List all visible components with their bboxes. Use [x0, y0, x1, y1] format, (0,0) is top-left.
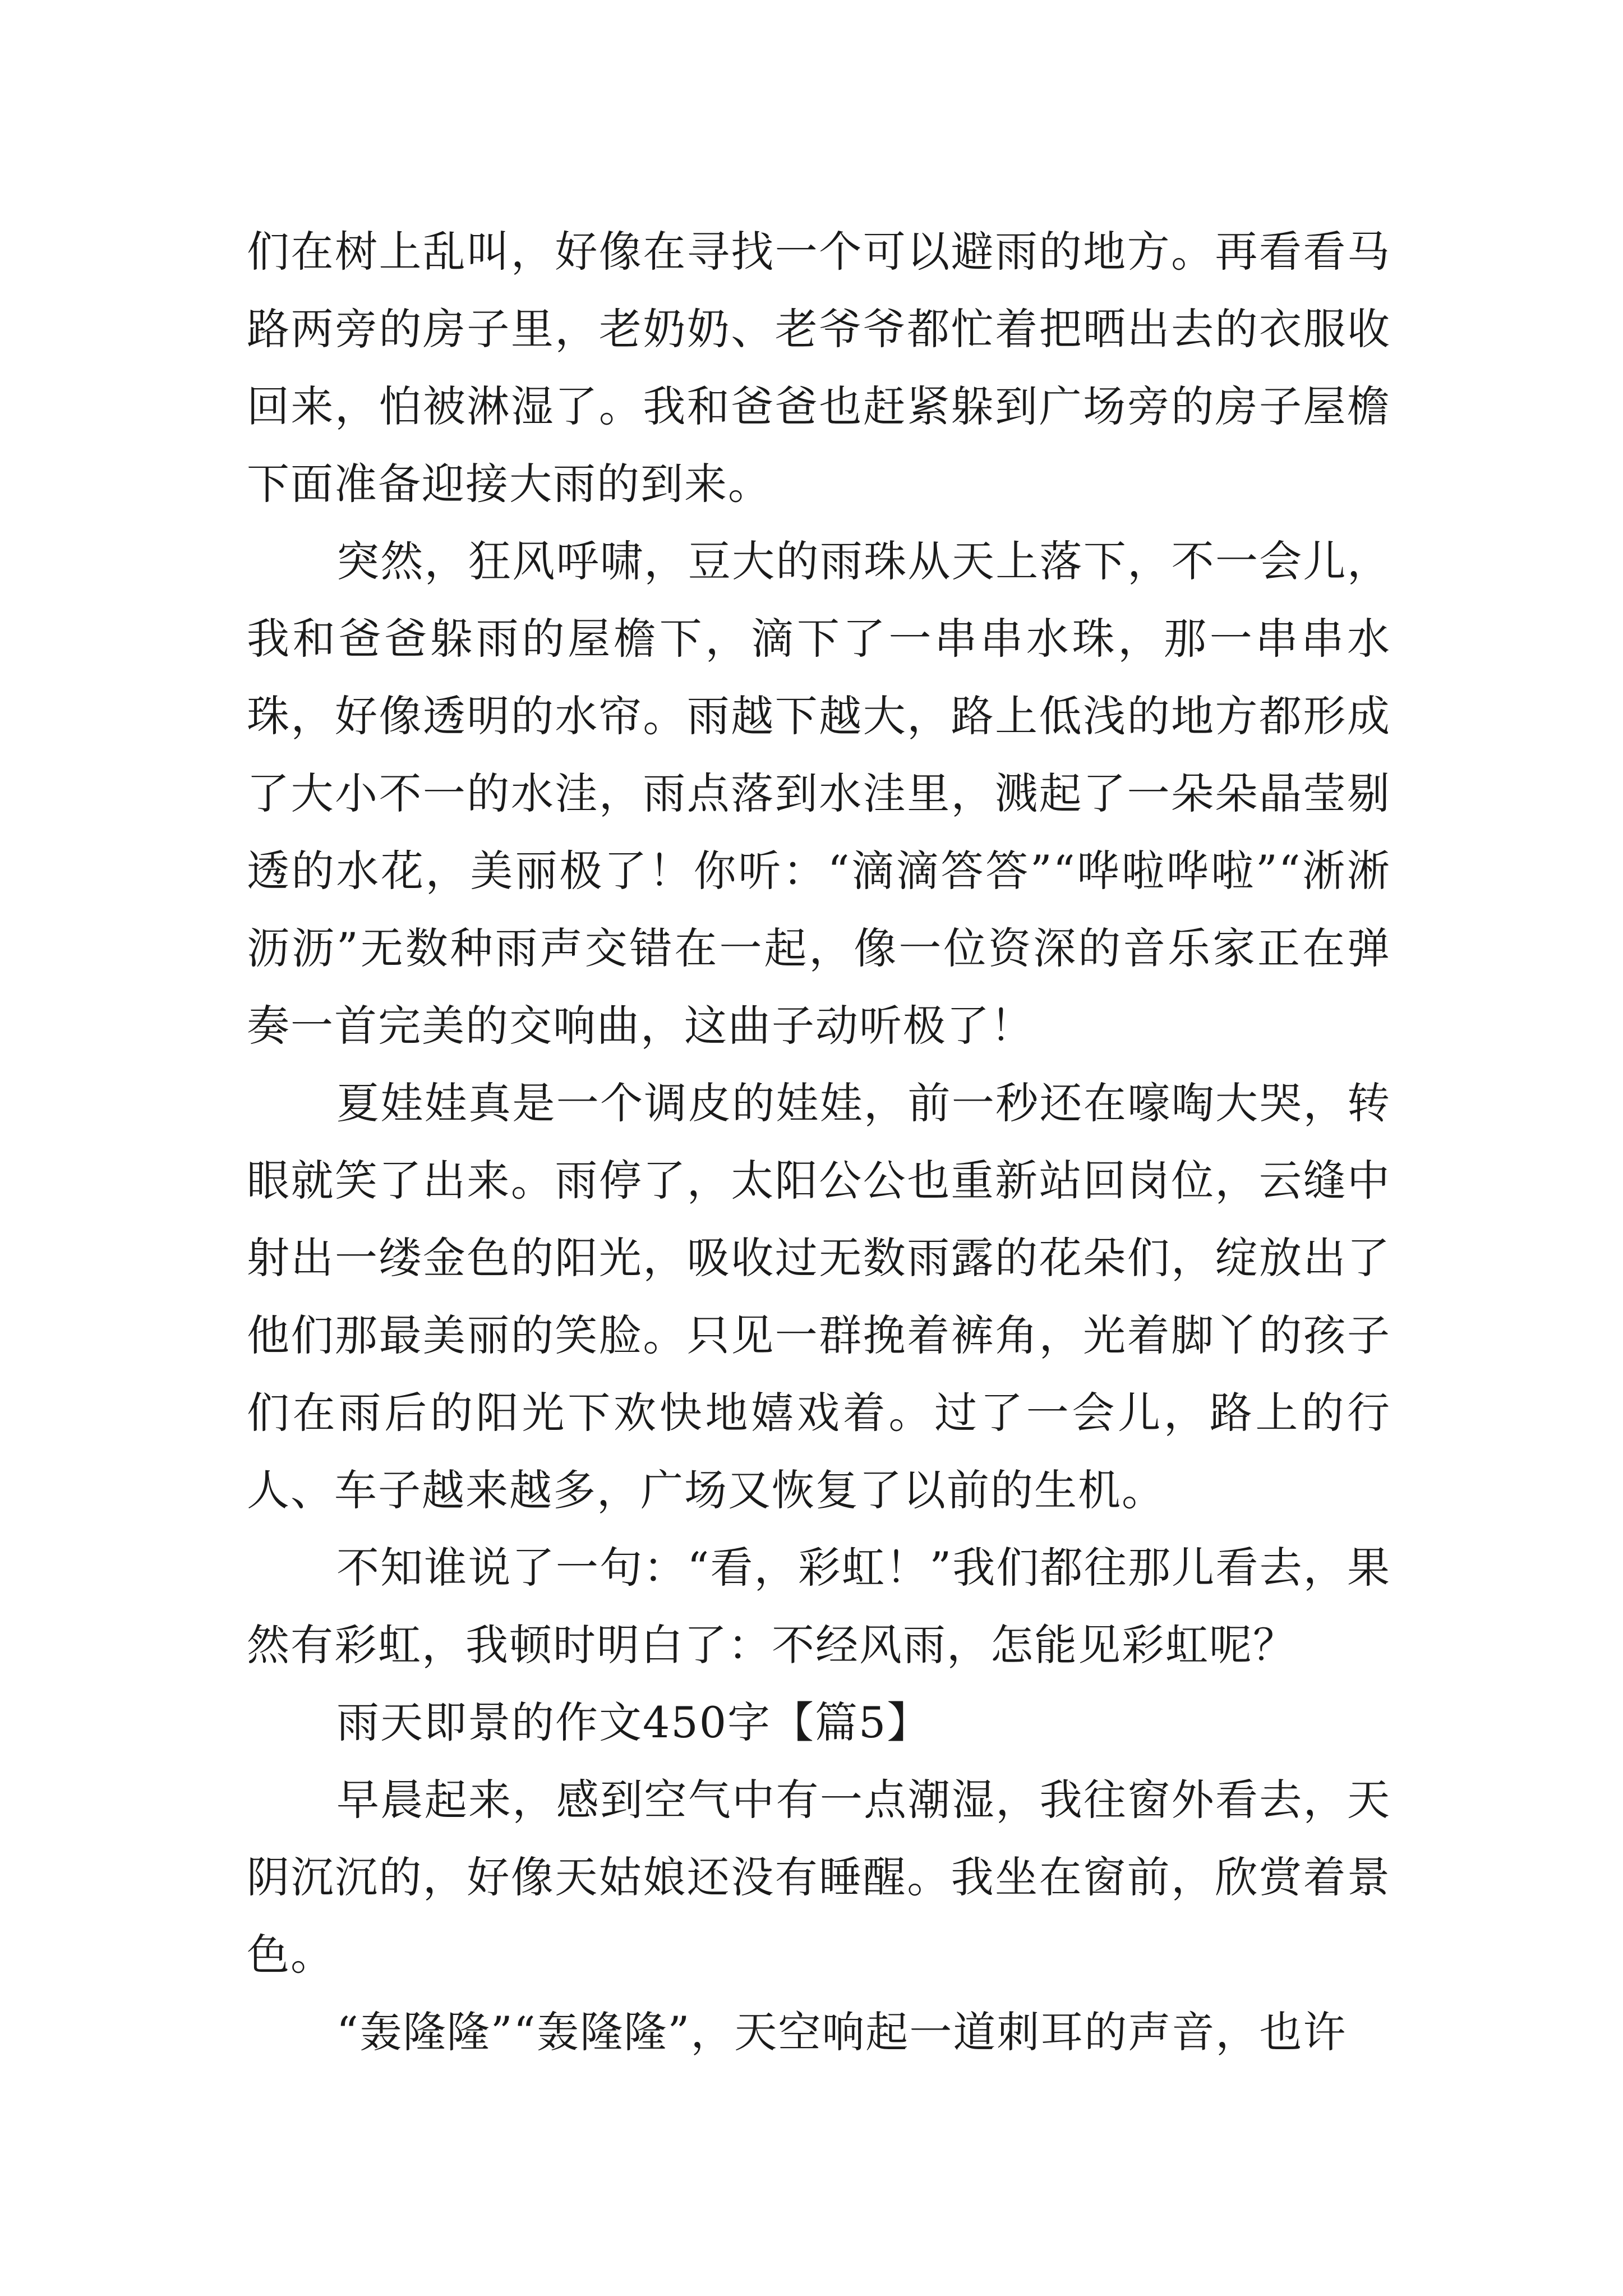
- paragraph-5: 早晨起来，感到空气中有一点潮湿，我往窗外看去，天阴沉沉的，好像天姑娘还没有睡醒。我坐在窗前，欣赏着景色。: [247, 1775, 1391, 1980]
- paragraph-6: “轰隆隆”“轰隆隆”，天空响起一道刺耳的声音，也许: [336, 2007, 1347, 2057]
- paragraph-3: 夏娃娃真是一个调皮的娃娃，前一秒还在嚎啕大哭，转眼就笑了出来。雨停了，太阳公公也重新站回岗位，云缝中射出一缕金色的阳光，吸收过无数雨露的花朵们，绽放出了他们那最美丽的笑脸。只见一群挽着裤角，光着脚丫的孩子们在雨后的阳光下欢快地嬉戏着。过了一会儿，路上的行人、车子越来越多，广场又恢复了以前的生机。: [247, 1078, 1391, 1515]
- section-heading: 雨天即景的作文450字【篇5】: [336, 1697, 931, 1747]
- paragraph-4: 不知谁说了一句：“看，彩虹！”我们都往那儿看去，果然有彩虹，我顿时明白了：不经风雨，怎能见彩虹呢？: [247, 1543, 1391, 1670]
- document-body: [247, 213, 1391, 2071]
- paragraph-1: 们在树上乱叫，好像在寻找一个可以避雨的地方。再看看马路两旁的房子里，老奶奶、老爷爷都忙着把晒出去的衣服收回来，怕被淋湿了。我和爸爸也赶紧躲到广场旁的房子屋檐下面准备迎接大雨的到来。: [247, 227, 1391, 509]
- paragraph-2: 突然，狂风呼啸，豆大的雨珠从天上落下，不一会儿，我和爸爸躲雨的屋檐下，滴下了一串串水珠，那一串串水珠，好像透明的水帘。雨越下越大，路上低浅的地方都形成了大小不一的水洼，雨点落到水洼里，溅起了一朵朵晶莹剔透的水花，美丽极了！你听：“滴滴答答”“哗啦哗啦”“淅淅沥沥”无数种雨声交错在一起，像一位资深的音乐家正在弹奏一首完美的交响曲，这曲子动听极了！: [247, 536, 1391, 1051]
